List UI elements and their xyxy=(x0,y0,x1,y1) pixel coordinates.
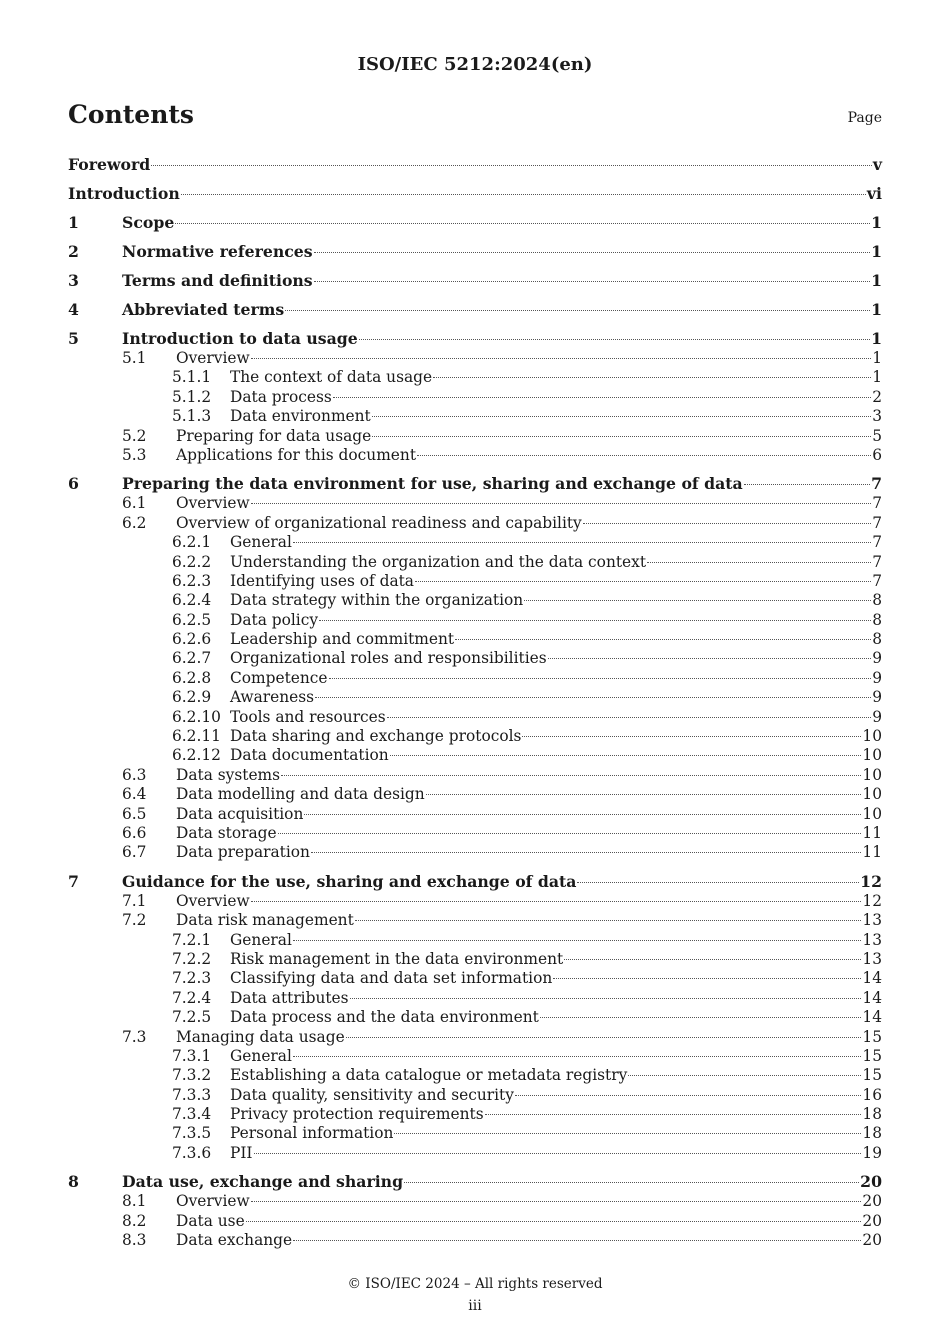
toc-entry-title: Guidance for the use, sharing and exchange of data xyxy=(122,871,577,891)
toc-entry-number: 6.4 xyxy=(122,785,147,804)
toc-entry[interactable] xyxy=(68,154,882,175)
toc-entry-number: 8.1 xyxy=(122,1192,147,1211)
toc-entry[interactable] xyxy=(68,494,882,513)
toc-entry-page: 13 xyxy=(862,949,882,968)
dot-leader xyxy=(329,678,872,679)
dot-leader xyxy=(744,484,870,485)
toc-entry-number: 7.2.2 xyxy=(172,949,212,968)
toc-entry-page: 7 xyxy=(872,513,882,532)
toc-entry[interactable] xyxy=(68,328,882,349)
toc-entry-title: Abbreviated terms xyxy=(122,300,285,319)
toc-entry-number: 6.7 xyxy=(122,843,147,862)
toc-entry-title: Introduction to data usage xyxy=(122,329,358,348)
toc-entry[interactable] xyxy=(68,388,882,407)
toc-entry-title: Preparing for data usage xyxy=(176,426,372,445)
dot-leader xyxy=(350,998,862,999)
toc-entry-title: Data exchange xyxy=(176,1231,293,1250)
toc-entry-title: Data sharing and exchange protocols xyxy=(230,727,522,746)
toc-entry-page: 12 xyxy=(862,891,882,910)
toc-entry-number: 7 xyxy=(68,871,79,891)
page-number: iii xyxy=(468,1298,482,1314)
toc-entry[interactable] xyxy=(68,649,882,668)
toc-entry-page: 10 xyxy=(862,785,882,804)
dot-leader xyxy=(346,1037,862,1038)
toc-entry[interactable] xyxy=(68,473,882,494)
toc-entry-number: 6.2.2 xyxy=(172,552,212,571)
toc-entry-page: 13 xyxy=(862,911,882,930)
dot-leader xyxy=(564,959,861,960)
document-identifier: ISO/IEC 5212:2024(en) xyxy=(357,54,593,75)
toc-entry-page: 20 xyxy=(860,1172,882,1192)
toc-entry[interactable] xyxy=(68,212,882,233)
dot-leader xyxy=(394,1133,861,1134)
toc-entry-number: 7.3.3 xyxy=(172,1085,212,1104)
dot-leader xyxy=(415,581,871,582)
dot-leader xyxy=(314,252,870,253)
toc-entry[interactable] xyxy=(68,183,882,204)
toc-entry[interactable] xyxy=(68,892,882,911)
toc-entry-title: Data storage xyxy=(176,823,277,842)
toc-entry-page: 9 xyxy=(872,668,882,687)
toc-entry-number: 2 xyxy=(68,242,79,261)
dot-leader xyxy=(524,600,871,601)
toc-entry-page: 15 xyxy=(862,1027,882,1046)
toc-entry[interactable] xyxy=(68,270,882,291)
toc-entry-page: 1 xyxy=(872,368,882,387)
toc-entry-number: 6.2.11 xyxy=(172,727,221,746)
dot-leader xyxy=(281,775,861,776)
toc-entry-title: Introduction xyxy=(68,184,180,203)
toc-entry-number: 5.2 xyxy=(122,426,147,445)
toc-entry-page: 10 xyxy=(862,804,882,823)
toc-entry-number: 6.2.9 xyxy=(172,688,212,707)
dot-leader xyxy=(311,852,861,853)
dot-leader xyxy=(387,717,872,718)
toc-entry-title: Terms and definitions xyxy=(122,271,313,290)
toc-entry-title: Leadership and commitment xyxy=(230,630,455,649)
toc-entry[interactable] xyxy=(68,931,882,950)
toc-entry-title: Data documentation xyxy=(230,746,389,765)
copyright-notice: © ISO/IEC 2024 – All rights reserved xyxy=(347,1276,603,1292)
toc-entry-page: 20 xyxy=(862,1192,882,1211)
toc-entry-page: 8 xyxy=(872,630,882,649)
toc-entry-title: Data use, exchange and sharing xyxy=(122,1172,404,1192)
toc-entry-page: 11 xyxy=(862,843,882,862)
dot-leader xyxy=(254,1153,862,1154)
toc-entry-title: Foreword xyxy=(68,155,151,174)
toc-entry[interactable] xyxy=(68,1086,882,1105)
toc-entry-title: Data use xyxy=(176,1211,245,1230)
toc-entry-page: 14 xyxy=(862,969,882,988)
toc-entry-title: Applications for this document xyxy=(176,445,417,464)
toc-entry-title: Establishing a data catalogue or metadata registry xyxy=(230,1066,628,1085)
toc-entry-page: 3 xyxy=(872,407,882,426)
dot-leader xyxy=(426,794,862,795)
toc-entry-number: 6.2.10 xyxy=(172,707,221,726)
toc-entry-title: Personal information xyxy=(230,1124,394,1143)
toc-entry-page: 20 xyxy=(862,1211,882,1230)
toc-entry[interactable] xyxy=(68,572,882,591)
dot-leader xyxy=(647,562,871,563)
toc-entry-number: 6.2.8 xyxy=(172,668,212,687)
toc-entry[interactable] xyxy=(68,1047,882,1066)
toc-entry[interactable] xyxy=(68,611,882,630)
toc-entry-number: 6.1 xyxy=(122,494,147,513)
dot-leader xyxy=(390,755,862,756)
toc-entry-page: 1 xyxy=(871,329,882,348)
toc-entry-number: 5.1 xyxy=(122,349,147,367)
toc-entry[interactable] xyxy=(68,785,882,804)
contents-heading: Contents xyxy=(68,100,195,129)
toc-entry-number: 6.2.7 xyxy=(172,649,212,668)
toc-entry-number: 7.3.2 xyxy=(172,1066,212,1085)
toc-entry-title: Normative references xyxy=(122,242,313,261)
dot-leader xyxy=(304,814,861,815)
toc-entry-page: 7 xyxy=(872,533,882,552)
toc-entry-number: 7.3.5 xyxy=(172,1124,212,1143)
toc-entry-number: 8.2 xyxy=(122,1211,147,1230)
toc-entry-number: 7.1 xyxy=(122,891,147,910)
toc-entry-page: 8 xyxy=(872,610,882,629)
toc-entry[interactable] xyxy=(68,407,882,426)
toc-entry-title: Understanding the organization and the data context xyxy=(230,552,647,571)
toc-entry[interactable] xyxy=(68,1008,882,1027)
toc-entry[interactable] xyxy=(68,349,882,368)
toc-entry-number: 5 xyxy=(68,329,79,348)
toc-entry-page: 7 xyxy=(872,552,882,571)
toc-entry-page: 19 xyxy=(862,1143,882,1162)
dot-leader xyxy=(181,194,866,195)
dot-leader xyxy=(293,940,862,941)
toc-entry-title: Data strategy within the organization xyxy=(230,591,524,610)
toc-entry-number: 6.2 xyxy=(122,513,147,532)
toc-entry[interactable] xyxy=(68,1144,882,1163)
dot-leader xyxy=(359,339,870,340)
toc-entry[interactable] xyxy=(68,1212,882,1231)
dot-leader xyxy=(372,416,871,417)
toc-entry-title: General xyxy=(230,930,292,949)
dot-leader xyxy=(455,639,871,640)
toc-entry[interactable] xyxy=(68,746,882,765)
dot-leader xyxy=(404,1182,859,1183)
dot-leader xyxy=(315,697,871,698)
toc-entry-title: The context of data usage xyxy=(230,368,433,387)
toc-entry-title: Overview xyxy=(176,349,250,367)
dot-leader xyxy=(278,833,862,834)
toc-entry[interactable] xyxy=(68,1066,882,1085)
toc-entry-title: Data risk management xyxy=(176,911,354,930)
dot-leader xyxy=(251,1201,862,1202)
dot-leader xyxy=(515,1095,861,1096)
toc-entry[interactable] xyxy=(68,553,882,572)
toc-entry-title: Managing data usage xyxy=(176,1027,345,1046)
dot-leader xyxy=(522,736,861,737)
toc-entry[interactable] xyxy=(68,591,882,610)
dot-leader xyxy=(548,658,872,659)
toc-entry-page: 18 xyxy=(862,1124,882,1143)
toc-entry-page: 1 xyxy=(871,213,882,232)
dot-leader xyxy=(628,1075,861,1076)
dot-leader xyxy=(293,1240,861,1241)
toc-entry-page: 15 xyxy=(862,1046,882,1065)
toc-entry-page: 6 xyxy=(872,445,882,464)
toc-entry-number: 3 xyxy=(68,271,79,290)
toc-entry-page: 7 xyxy=(872,494,882,513)
toc-entry-page: 1 xyxy=(871,300,882,319)
toc-entry[interactable] xyxy=(68,1171,882,1192)
toc-entry[interactable] xyxy=(68,446,882,465)
toc-entry-number: 6.2.5 xyxy=(172,610,212,629)
toc-entry-title: Data environment xyxy=(230,407,371,426)
toc-entry-number: 7.3.4 xyxy=(172,1105,212,1124)
toc-entry-page: 10 xyxy=(862,765,882,784)
toc-entry-page: vi xyxy=(866,184,882,203)
toc-entry-number: 6.5 xyxy=(122,804,147,823)
toc-entry-title: General xyxy=(230,1046,292,1065)
toc-entry[interactable] xyxy=(68,368,882,387)
dot-leader xyxy=(583,523,871,524)
toc-entry[interactable] xyxy=(68,766,882,785)
dot-leader xyxy=(246,1221,862,1222)
dot-leader xyxy=(314,281,870,282)
toc-entry-number: 7.3.6 xyxy=(172,1143,212,1162)
toc-entry-title: Identifying uses of data xyxy=(230,571,414,590)
toc-entry-title: Data attributes xyxy=(230,988,349,1007)
dot-leader xyxy=(577,882,859,883)
toc-entry[interactable] xyxy=(68,727,882,746)
toc-entry-title: Data process xyxy=(230,387,332,406)
toc-entry-number: 6.2.1 xyxy=(172,533,212,552)
toc-entry-title: General xyxy=(230,533,292,552)
toc-entry-page: 14 xyxy=(862,988,882,1007)
toc-entry-title: Organizational roles and responsibilities xyxy=(230,649,547,668)
toc-entry-number: 7.2 xyxy=(122,911,147,930)
toc-entry-number: 6.2.6 xyxy=(172,630,212,649)
toc-entry-number: 7.2.3 xyxy=(172,969,212,988)
toc-entry-title: Awareness xyxy=(230,688,315,707)
toc-entry-title: Classifying data and data set information xyxy=(230,969,553,988)
dot-leader xyxy=(333,397,871,398)
toc-entry-title: Risk management in the data environment xyxy=(230,949,564,968)
toc-entry-page: 7 xyxy=(872,571,882,590)
toc-entry-page: 9 xyxy=(872,688,882,707)
toc-entry-title: Data modelling and data design xyxy=(176,785,425,804)
toc-entry-page: 1 xyxy=(871,271,882,290)
toc-entry-title: Data quality, sensitivity and security xyxy=(230,1085,514,1104)
toc-entry-page: 2 xyxy=(872,387,882,406)
toc-entry-number: 8 xyxy=(68,1172,79,1192)
toc-entry-number: 5.1.2 xyxy=(172,387,212,406)
toc-entry-number: 6.6 xyxy=(122,823,147,842)
toc-entry-number: 6.2.4 xyxy=(172,591,212,610)
toc-entry-page: 18 xyxy=(862,1105,882,1124)
toc-entry[interactable] xyxy=(68,630,882,649)
toc-entry-title: Privacy protection requirements xyxy=(230,1105,484,1124)
toc-entry-title: Data process and the data environment xyxy=(230,1008,539,1027)
toc-entry-title: Preparing the data environment for use, sharing and exchange of data xyxy=(122,474,743,494)
toc-entry-page: 12 xyxy=(860,871,882,891)
toc-entry-page: 1 xyxy=(871,242,882,261)
page-column-label: Page xyxy=(847,110,882,126)
toc-entry-title: Overview xyxy=(176,1192,250,1211)
toc-entry-number: 1 xyxy=(68,213,79,232)
toc-entry[interactable] xyxy=(68,969,882,988)
toc-entry-number: 8.3 xyxy=(122,1231,147,1250)
toc-entry-page: 9 xyxy=(872,649,882,668)
dot-leader xyxy=(355,920,862,921)
toc-entry-page: 13 xyxy=(862,930,882,949)
toc-entry-number: 5.1.3 xyxy=(172,407,212,426)
dot-leader xyxy=(251,358,872,359)
toc-entry[interactable] xyxy=(68,1231,882,1250)
dot-leader xyxy=(319,620,871,621)
toc-entry-number: 7.2.4 xyxy=(172,988,212,1007)
toc-entry-page: 20 xyxy=(862,1231,882,1250)
toc-entry-title: Competence xyxy=(230,668,328,687)
toc-entry[interactable] xyxy=(68,1192,882,1211)
dot-leader xyxy=(285,310,870,311)
toc-entry-number: 6.2.12 xyxy=(172,746,221,765)
toc-entry-title: Overview xyxy=(176,494,250,513)
toc-entry-number: 4 xyxy=(68,300,79,319)
dot-leader xyxy=(251,901,862,902)
toc-entry[interactable] xyxy=(68,241,882,262)
toc-entry-number: 6 xyxy=(68,474,79,494)
toc-entry-title: Data policy xyxy=(230,610,319,629)
toc-entry[interactable] xyxy=(68,1124,882,1143)
dot-leader xyxy=(251,503,872,504)
toc-entry-page: 10 xyxy=(862,746,882,765)
toc-entry-title: Data systems xyxy=(176,765,281,784)
dot-leader xyxy=(417,455,871,456)
toc-entry[interactable] xyxy=(68,708,882,727)
toc-entry[interactable] xyxy=(68,989,882,1008)
toc-entry[interactable] xyxy=(68,950,882,969)
toc-entry-page: 5 xyxy=(872,426,882,445)
dot-leader xyxy=(553,978,861,979)
toc-entry-number: 6.2.3 xyxy=(172,571,212,590)
toc-entry-title: Data acquisition xyxy=(176,804,304,823)
toc-entry-number: 5.1.1 xyxy=(172,368,212,387)
toc-entry-title: Overview of organizational readiness and capability xyxy=(176,513,582,532)
toc-entry-title: Tools and resources xyxy=(230,707,386,726)
table-of-contents xyxy=(68,154,882,1250)
toc-entry-number: 5.3 xyxy=(122,445,147,464)
toc-entry-page: 15 xyxy=(862,1066,882,1085)
toc-entry-page: 1 xyxy=(872,349,882,367)
dot-leader xyxy=(372,436,871,437)
toc-entry-number: 7.3.1 xyxy=(172,1046,212,1065)
toc-entry-number: 6.3 xyxy=(122,765,147,784)
toc-entry-title: Overview xyxy=(176,891,250,910)
dot-leader xyxy=(151,165,872,166)
toc-entry[interactable] xyxy=(68,1028,882,1047)
toc-entry-number: 7.2.1 xyxy=(172,930,212,949)
dot-leader xyxy=(433,377,871,378)
toc-entry-page: 10 xyxy=(862,727,882,746)
toc-entry-page: v xyxy=(872,155,882,174)
toc-entry-page: 11 xyxy=(862,823,882,842)
toc-entry-number: 7.2.5 xyxy=(172,1008,212,1027)
dot-leader xyxy=(540,1017,862,1018)
toc-entry-page: 14 xyxy=(862,1008,882,1027)
toc-entry-page: 16 xyxy=(862,1085,882,1104)
toc-entry[interactable] xyxy=(68,1105,882,1124)
toc-entry[interactable] xyxy=(68,688,882,707)
dot-leader xyxy=(175,223,870,224)
toc-entry[interactable] xyxy=(68,533,882,552)
toc-entry[interactable] xyxy=(68,911,882,930)
toc-entry-number: 7.3 xyxy=(122,1027,147,1046)
toc-entry[interactable] xyxy=(68,871,882,892)
toc-entry-title: Data preparation xyxy=(176,843,310,862)
dot-leader xyxy=(485,1114,862,1115)
toc-entry-page: 7 xyxy=(871,474,882,494)
toc-entry-title: PII xyxy=(230,1143,253,1162)
toc-entry-page: 8 xyxy=(872,591,882,610)
toc-entry[interactable] xyxy=(68,299,882,320)
dot-leader xyxy=(293,1056,862,1057)
toc-entry[interactable] xyxy=(68,843,882,862)
toc-entry-page: 9 xyxy=(872,707,882,726)
dot-leader xyxy=(293,542,871,543)
toc-entry[interactable] xyxy=(68,427,882,446)
toc-entry[interactable] xyxy=(68,669,882,688)
toc-entry[interactable] xyxy=(68,514,882,533)
toc-entry[interactable] xyxy=(68,805,882,824)
toc-entry[interactable] xyxy=(68,824,882,843)
toc-entry-title: Scope xyxy=(122,213,175,232)
